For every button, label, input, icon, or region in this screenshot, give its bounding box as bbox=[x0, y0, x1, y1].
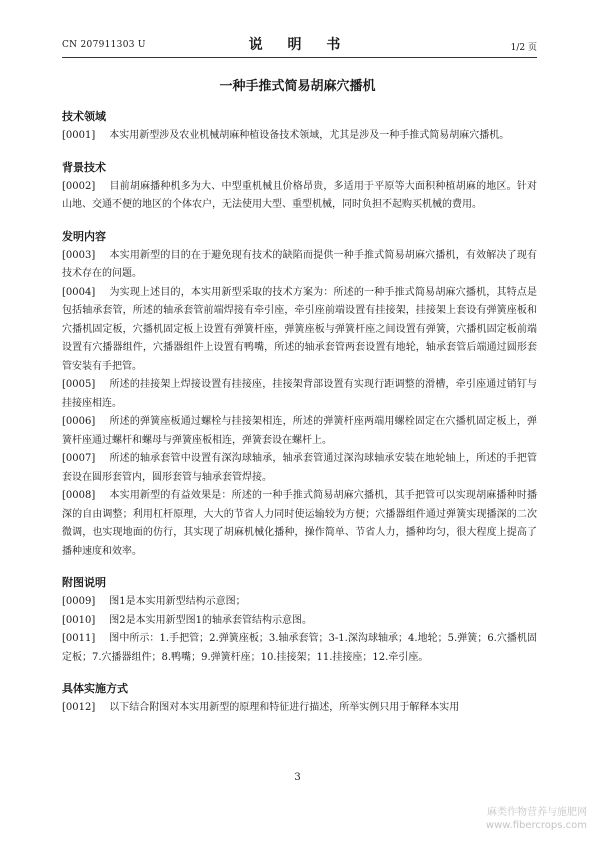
section bbox=[62, 681, 537, 718]
section-heading: 背景技术 bbox=[62, 160, 106, 174]
section bbox=[62, 160, 537, 215]
paragraph-number: [0001] bbox=[62, 130, 96, 141]
document-body bbox=[62, 109, 537, 732]
paragraph-number: [0005] bbox=[62, 379, 96, 390]
section bbox=[62, 109, 537, 146]
watermark-name: 麻类作物营养与施肥网 bbox=[487, 807, 587, 818]
paragraph-number: [0006] bbox=[62, 416, 96, 427]
paragraph-number: [0004] bbox=[62, 286, 96, 298]
paragraph-text: 所述的弹簧座板通过螺栓与挂接架相连，所述的弹簧杆座两端用螺栓固定在穴播机固定板上，弹簧杆座通过螺杆和螺母与弹簧座板相连，弹簧套设在螺杆上。 bbox=[62, 416, 537, 446]
paragraph-text: 所述的挂接架上焊接设置有挂接座，挂接架背部设置有实现行距调整的滑槽，牵引座通过销钉与挂接座相连。 bbox=[62, 379, 537, 409]
paragraph-text: 图2是本实用新型图1的轴承套管结构示意图。 bbox=[109, 614, 312, 626]
header-divider bbox=[62, 57, 537, 58]
paragraph-text: 图中所示：1.手把管；2.弹簧座板；3.轴承套管；3-1.深沟球轴承；4.地轮；5.弹簧；6.穴播机固定板；7.穴播器组件；8.鸭嘴；9.弹簧杆座；10.挂接架；11.挂接座；12.牵引座。 bbox=[62, 633, 537, 663]
paragraph bbox=[62, 127, 537, 146]
paragraph bbox=[62, 593, 537, 612]
paragraph-number: [0008] bbox=[62, 490, 96, 501]
document-type: 说 明 书 bbox=[248, 37, 351, 53]
section-heading: 技术领域 bbox=[62, 110, 106, 123]
paragraph-text: 图1是本实用新型结构示意图； bbox=[109, 596, 246, 607]
paragraph-number: [0010] bbox=[62, 614, 96, 626]
paragraph bbox=[62, 413, 537, 450]
section bbox=[62, 229, 537, 562]
paragraph bbox=[62, 612, 537, 631]
page-header bbox=[62, 34, 537, 56]
page-number: 3 bbox=[294, 772, 301, 783]
patent-number: CN 207911303 U bbox=[62, 40, 146, 50]
paragraph-number: [0002] bbox=[62, 180, 96, 192]
section-heading: 发明内容 bbox=[62, 229, 106, 243]
paragraph bbox=[62, 487, 537, 561]
section-heading: 附图说明 bbox=[62, 576, 106, 589]
paragraph-number: [0003] bbox=[62, 249, 96, 261]
paragraph-text: 以下结合附图对本实用新型的原理和特征进行描述，所举实例只用于解释本实用 bbox=[109, 702, 460, 713]
paragraph-text: 为实现上述目的，本实用新型采取的技术方案为：所述的一种手推式简易胡麻穴播机，其特点是包括轴承套管，所述的轴承套管前端焊接有牵引座，牵引座前端设置有挂接架，挂接架上套设有弹簧座板和穴播机固定板，穴播机固定板上设置有弹簧杆座，弹簧座板与弹簧杆座之间设置有弹簧，穴播机固定板前端设置有穴播器组件，穴播器组件上设置有鸭嘴，所述的轴承套管两套设置有地轮，轴承套管后端通过圆形套管安装有手把管。 bbox=[62, 286, 537, 372]
paragraph-number: [0012] bbox=[62, 702, 96, 713]
paragraph bbox=[62, 699, 537, 718]
section bbox=[62, 575, 537, 667]
paragraph-number: [0009] bbox=[62, 596, 96, 607]
watermark bbox=[486, 806, 587, 832]
paragraph-text: 本实用新型涉及农业机械胡麻种植设备技术领域，尤其是涉及一种手推式简易胡麻穴播机。 bbox=[109, 130, 510, 141]
section-heading: 具体实施方式 bbox=[62, 682, 128, 695]
document-title: 一种手推式简易胡麻穴播机 bbox=[219, 79, 376, 94]
paragraph bbox=[62, 450, 537, 487]
paragraph-text: 本实用新型的目的在于避免现有技术的缺陷而提供一种手推式简易胡麻穴播机，有效解决了现有技术存在的问题。 bbox=[62, 249, 537, 279]
paragraph-text: 所述的轴承套管中设置有深沟球轴承，轴承套管通过深沟球轴承安装在地轮轴上，所述的手把管套设在圆形套管内，圆形套管与轴承套管焊接。 bbox=[62, 453, 537, 483]
paragraph bbox=[62, 284, 537, 377]
page-indicator: 1/2 页 bbox=[510, 43, 537, 53]
paragraph-number: [0011] bbox=[62, 633, 96, 644]
paragraph-text: 目前胡麻播种机多为大、中型重机械且价格昂贵，多适用于平原等大面积种植胡麻的地区。针对山地、交通不便的地区的个体农户，无法使用大型、重型机械，同时负担不起购买机械的费用。 bbox=[62, 180, 537, 210]
paragraph-text: 本实用新型的有益效果是：所述的一种手推式简易胡麻穴播机，其手把管可以实现胡麻播种时播深的自由调整；利用杠杆原理，大大的节省人力同时使运输较为方便；穴播器组件通过弹簧实现播深的二次微调，也实现地面的仿行，其实现了胡麻机械化播种，操作简单、节省人力，播种均匀，很大程度上提高了播种速度和效率。 bbox=[62, 490, 537, 557]
paragraph bbox=[62, 178, 537, 215]
watermark-url: www.fibercrops.com bbox=[485, 820, 587, 831]
paragraph-number: [0007] bbox=[62, 453, 96, 464]
paragraph bbox=[62, 376, 537, 413]
paragraph bbox=[62, 630, 537, 667]
paragraph bbox=[62, 247, 537, 284]
